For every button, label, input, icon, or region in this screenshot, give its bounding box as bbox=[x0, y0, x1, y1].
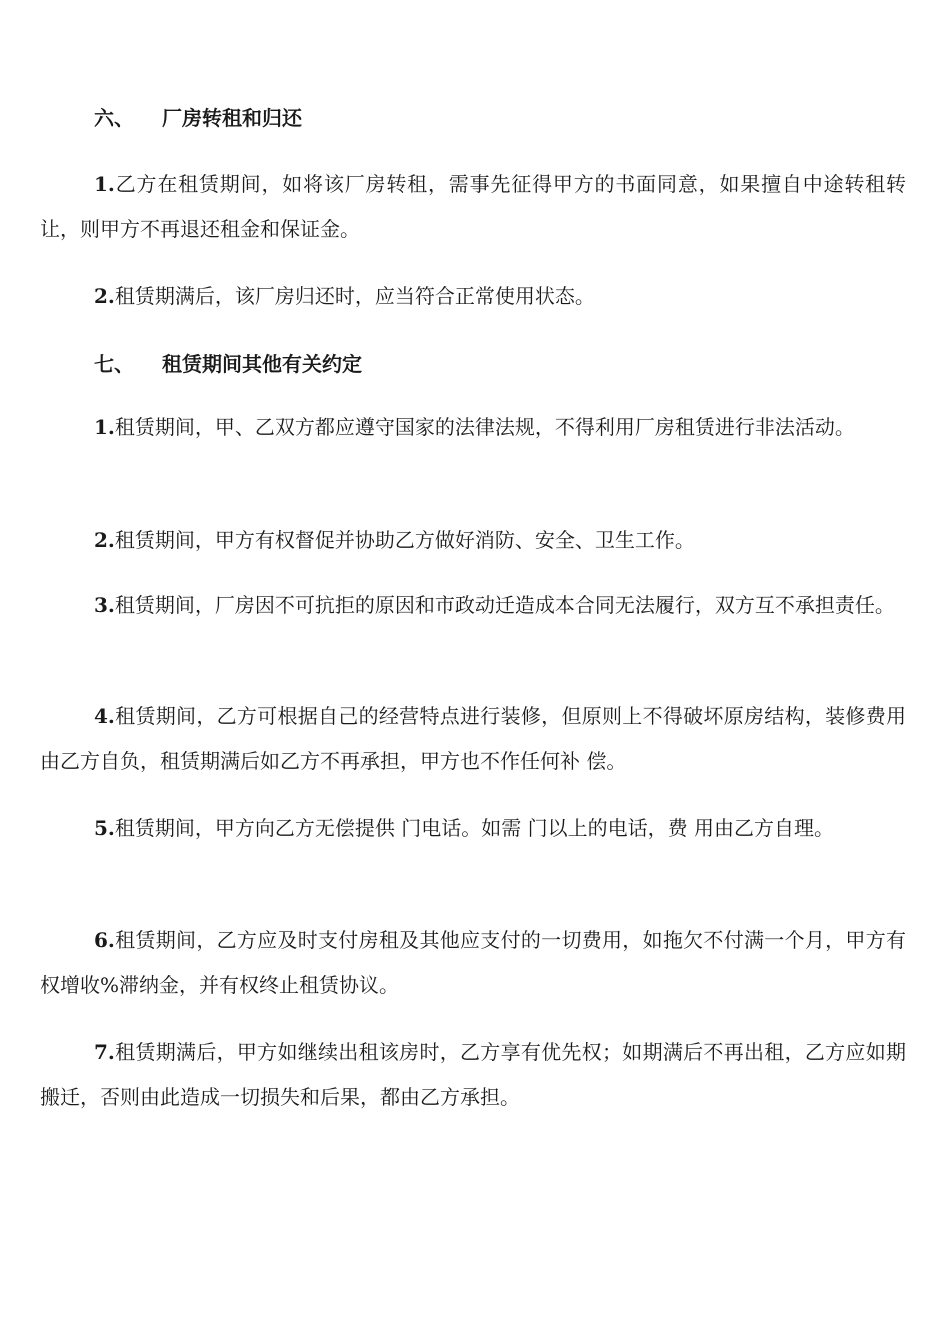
paragraph-7-1 bbox=[40, 405, 906, 450]
paragraph-7-7 bbox=[40, 1030, 906, 1120]
paragraph-text: 租赁期间，乙方可根据自己的经营特点进行装修，但原则上不得破坏原房结构，装修费用由乙方自负，租赁期满后如乙方不再承担，甲方也不作任何补 偿。 bbox=[40, 704, 906, 773]
section-number: 七、 bbox=[94, 352, 134, 376]
paragraph-text: 租赁期间，甲方有权督促并协助乙方做好消防、安全、卫生工作。 bbox=[114, 528, 695, 552]
paragraph-7-2 bbox=[40, 518, 906, 563]
paragraph-number: 1. bbox=[94, 172, 115, 196]
paragraph-number: 3. bbox=[94, 593, 115, 617]
paragraph-7-5 bbox=[40, 806, 906, 851]
paragraph-text: 租赁期间，甲方向乙方无偿提供 门电话。如需 门以上的电话，费 用由乙方自理。 bbox=[114, 816, 834, 840]
paragraph-6-2 bbox=[40, 274, 906, 319]
section-heading-6 bbox=[94, 104, 302, 132]
paragraph-number: 2. bbox=[94, 528, 115, 552]
paragraph-number: 7. bbox=[94, 1040, 115, 1064]
paragraph-number: 2. bbox=[94, 284, 115, 308]
paragraph-6-1 bbox=[40, 162, 906, 252]
section-title: 租赁期间其他有关约定 bbox=[162, 352, 362, 376]
paragraph-number: 1. bbox=[94, 415, 115, 439]
paragraph-text: 租赁期间，厂房因不可抗拒的原因和市政动迁造成本合同无法履行，双方互不承担责任。 bbox=[114, 593, 895, 617]
paragraph-number: 4. bbox=[94, 704, 115, 728]
section-title: 厂房转租和归还 bbox=[162, 106, 302, 130]
paragraph-7-6 bbox=[40, 918, 906, 1008]
paragraph-7-3 bbox=[40, 583, 906, 628]
paragraph-text: 租赁期满后，甲方如继续出租该房时，乙方享有优先权；如期满后不再出租，乙方应如期搬迁，否则由此造成一切损失和后果，都由乙方承担。 bbox=[40, 1040, 906, 1109]
paragraph-7-4 bbox=[40, 694, 906, 784]
paragraph-text: 租赁期满后，该厂房归还时，应当符合正常使用状态。 bbox=[114, 284, 595, 308]
section-heading-7 bbox=[94, 350, 362, 378]
paragraph-text: 乙方在租赁期间，如将该厂房转租，需事先征得甲方的书面同意，如果擅自中途转租转让，则甲方不再退还租金和保证金。 bbox=[40, 172, 906, 241]
section-number: 六、 bbox=[94, 106, 134, 130]
paragraph-number: 6. bbox=[94, 928, 115, 952]
paragraph-number: 5. bbox=[94, 816, 115, 840]
paragraph-text: 租赁期间，乙方应及时支付房租及其他应支付的一切费用，如拖欠不付满一个月，甲方有权增收%滞纳金，并有权终止租赁协议。 bbox=[40, 928, 906, 997]
paragraph-text: 租赁期间，甲、乙双方都应遵守国家的法律法规，不得利用厂房租赁进行非法活动。 bbox=[114, 415, 855, 439]
